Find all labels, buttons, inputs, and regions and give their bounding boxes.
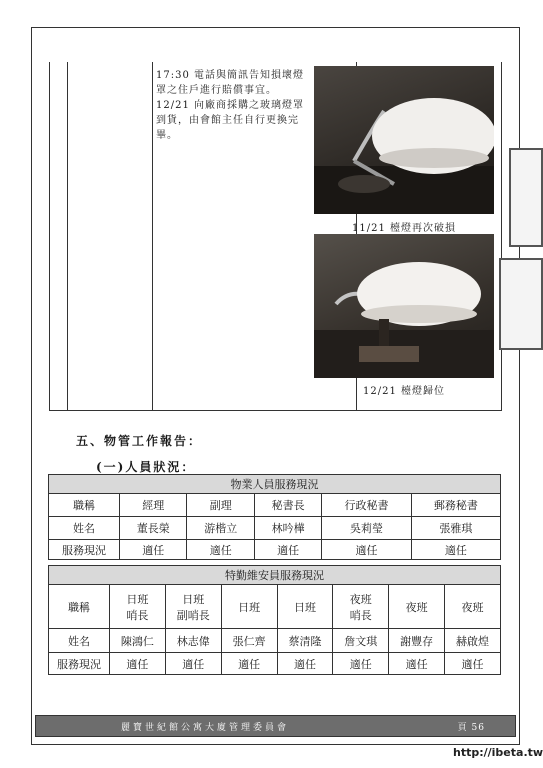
seal-stamp	[499, 258, 543, 350]
table-cell: 日班	[221, 585, 277, 629]
page-number: 頁 56	[457, 723, 485, 733]
table-column	[50, 62, 68, 410]
row-label: 職稱	[49, 494, 120, 517]
seal-stamp	[509, 148, 543, 247]
table-cell: 夜班	[445, 585, 501, 629]
table-cell: 郵務秘書	[411, 494, 500, 517]
table-cell: 秘書長	[254, 494, 321, 517]
section-heading: 五、物管工作報告：	[76, 434, 203, 448]
table-cell: 陳鴻仁	[110, 629, 166, 653]
row-label: 服務現況	[49, 653, 110, 675]
broken-lamp-photo	[314, 66, 494, 214]
table-cell: 游楷立	[187, 517, 254, 540]
table-cell: 蔡清隆	[277, 629, 333, 653]
table-cell: 林吟樺	[254, 517, 321, 540]
table-cell: 詹文琪	[333, 629, 389, 653]
photo-caption: 12/21 檯燈歸位	[363, 386, 445, 397]
table-title: 物業人員服務現況	[49, 475, 501, 494]
table-cell: 適任	[120, 540, 187, 560]
table-row	[49, 494, 501, 517]
table-cell: 夜班 哨長	[333, 585, 389, 629]
table-cell: 日班 副哨長	[165, 585, 221, 629]
table-cell: 副理	[187, 494, 254, 517]
table-cell: 適任	[254, 540, 321, 560]
page-footer	[35, 715, 516, 737]
property-staff-table	[48, 474, 501, 560]
table-cell: 適任	[333, 653, 389, 675]
table-cell: 行政秘書	[322, 494, 411, 517]
table-column	[68, 62, 153, 410]
event-note: 12/21 向廠商採購之玻璃燈罩到貨，由會館主任自行更換完畢。	[156, 100, 304, 141]
event-notes	[156, 68, 306, 143]
table-row	[49, 629, 501, 653]
table-cell: 適任	[445, 653, 501, 675]
table-cell: 林志偉	[165, 629, 221, 653]
table-title: 特勤維安員服務現況	[49, 566, 501, 585]
table-cell: 適任	[187, 540, 254, 560]
table-cell: 適任	[277, 653, 333, 675]
table-cell: 適任	[165, 653, 221, 675]
table-cell: 董長榮	[120, 517, 187, 540]
security-staff-table	[48, 565, 501, 675]
footer-org-name: 麗寶世紀館公寓大廈管理委員會	[121, 723, 290, 733]
table-row	[49, 653, 501, 675]
table-cell: 夜班	[389, 585, 445, 629]
table-cell: 適任	[221, 653, 277, 675]
event-note: 17:30 電話與簡訊告知損壞燈罩之住戶進行賠償事宜。	[156, 70, 304, 96]
row-label: 服務現況	[49, 540, 120, 560]
table-cell: 日班	[277, 585, 333, 629]
table-cell: 適任	[322, 540, 411, 560]
table-cell: 適任	[110, 653, 166, 675]
watermark: http://ibeta.tw	[453, 746, 543, 759]
photo-caption: 11/21 檯燈再次破損	[352, 223, 456, 234]
row-label: 姓名	[49, 629, 110, 653]
table-cell: 謝豐存	[389, 629, 445, 653]
restored-lamp-photo	[314, 234, 494, 378]
table-row	[49, 517, 501, 540]
event-log-table	[49, 62, 502, 411]
table-cell: 張仁齊	[221, 629, 277, 653]
subsection-heading: (一)人員狀況：	[96, 460, 196, 474]
row-label: 職稱	[49, 585, 110, 629]
table-cell: 吳莉瑩	[322, 517, 411, 540]
table-cell: 適任	[411, 540, 500, 560]
table-cell: 張雅琪	[411, 517, 500, 540]
table-cell: 適任	[389, 653, 445, 675]
table-cell: 赫啟煌	[445, 629, 501, 653]
table-row	[49, 585, 501, 629]
table-row	[49, 540, 501, 560]
table-cell: 日班 哨長	[110, 585, 166, 629]
row-label: 姓名	[49, 517, 120, 540]
table-cell: 經理	[120, 494, 187, 517]
